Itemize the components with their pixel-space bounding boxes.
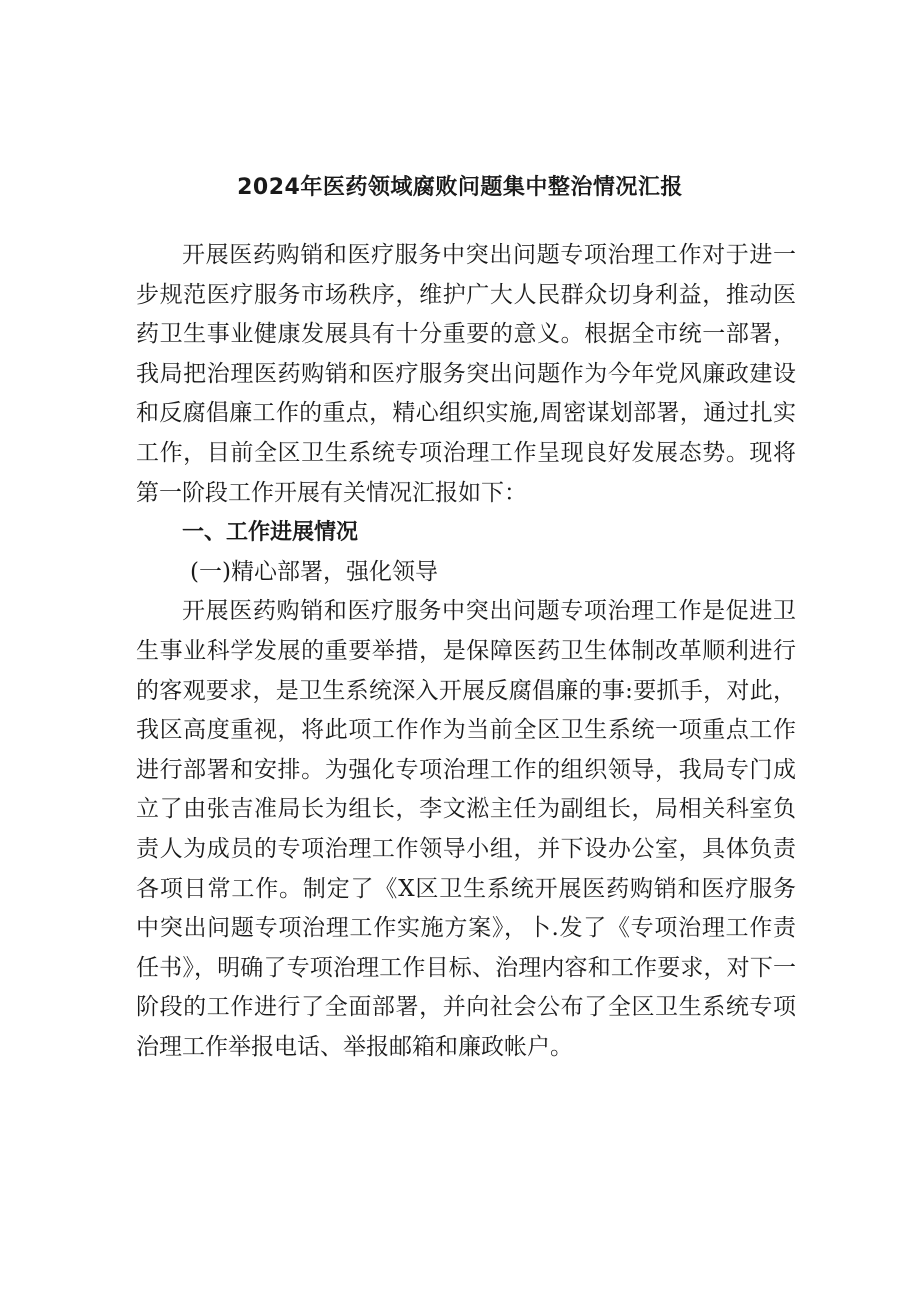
subsection-heading-deployment: (一)精心部署，强化领导	[190, 558, 438, 585]
document-body	[136, 236, 796, 1067]
section-heading-progress: 一、工作进展情况	[182, 520, 359, 546]
intro-paragraph: 开展医药购销和医疗服务中突出问题专项治理工作对于进一步规范医疗服务市场秩序，维护广大人民群众切身利益，推动医药卫生事业健康发展具有十分重要的意义。根据全市统一部署，我局把治理医药购销和医疗服务突出问题作为今年党风廉政建设和反腐倡廉工作的重点，精心组织实施,周密谋划部署，通过扎实工作，目前全区卫生系统专项治理工作呈现良好发展态势。现将第一阶段工作开展有关情况汇报如下：	[136, 242, 796, 506]
document-title: 2024年医药领域腐败问题集中整治情况汇报	[237, 175, 683, 200]
deployment-paragraph: 开展医药购销和医疗服务中突出问题专项治理工作是促进卫生事业科学发展的重要举措，是保障医药卫生体制改革顺利进行的客观要求，是卫生系统深入开展反腐倡廉的事:要抓手，对此，我区高度重视，将此项工作作为当前全区卫生系统一项重点工作进行部署和安排。为强化专项治理工作的组织领导，我局专门成立了由张吉准局长为组长，李文淞主任为副组长，局相关科室负责人为成员的专项治理工作领导小组，并下设办公室，具体负责各项日常工作。制定了《X区卫生系统开展医药购销和医疗服务中突出问题专项治理工作实施方案》，卜.发了《专项治理工作责任书》，明确了专项治理工作目标、治理内容和工作要求，对下一阶段的工作进行了全面部署，并向社会公布了全区卫生系统专项治理工作举报电话、举报邮箱和廉政帐户。	[136, 598, 796, 1060]
